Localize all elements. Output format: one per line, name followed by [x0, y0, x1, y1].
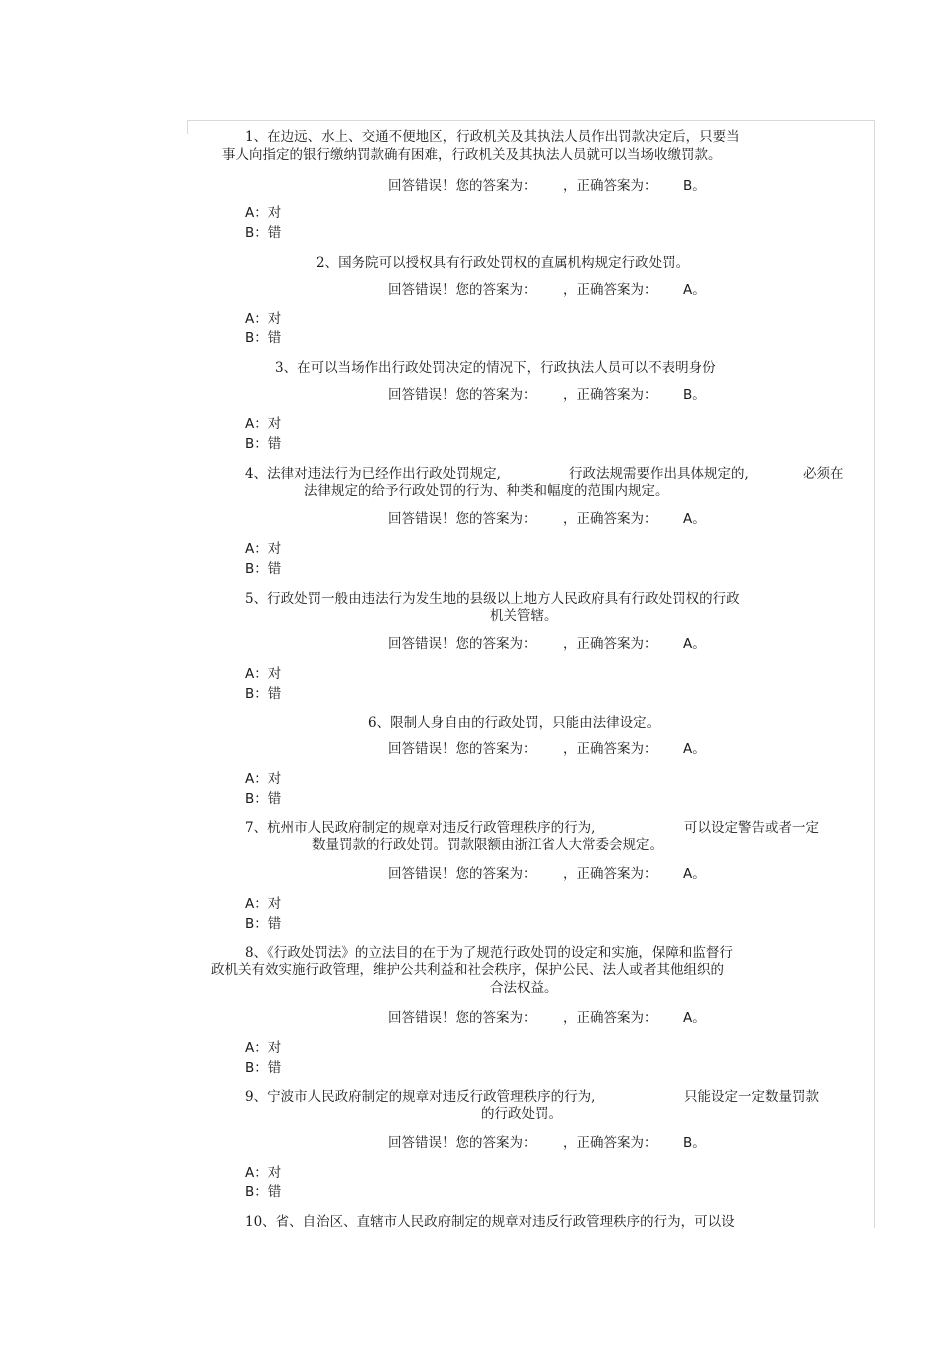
q3-text: 3、在可以当场作出行政处罚决定的情况下，行政执法人员可以不表明身份 — [275, 360, 716, 376]
q5-feedback-correct: ，正确答案为： — [563, 636, 658, 652]
q4-option-a[interactable]: A：对 — [245, 541, 282, 557]
q3-feedback-wrong: 回答错误！您的答案为： — [388, 387, 537, 403]
q2-text: 2、国务院可以授权具有行政处罚权的直属机构规定行政处罚。 — [316, 255, 690, 271]
q6-text: 6、限制人身自由的行政处罚，只能由法律设定。 — [368, 715, 661, 731]
page-frame-top — [187, 120, 875, 121]
q3-feedback-correct: ，正确答案为： — [563, 387, 658, 403]
q7-correct-answer: A。 — [683, 866, 706, 882]
q7-option-b[interactable]: B：错 — [245, 916, 282, 932]
q7-text: 7、杭州市人民政府制定的规章对违反行政管理秩序的行为, — [245, 820, 596, 836]
q5-option-b[interactable]: B：错 — [245, 686, 282, 702]
q4-text: 必须在 — [803, 466, 844, 482]
q5-feedback-wrong: 回答错误！您的答案为： — [388, 636, 537, 652]
q3-option-a[interactable]: A：对 — [245, 416, 282, 432]
q8-text: 政机关有效实施行政管理，维护公共利益和社会秩序，保护公民、法人或者其他组织的 — [211, 962, 724, 978]
q8-text: 合法权益。 — [490, 980, 558, 996]
q7-feedback-wrong: 回答错误！您的答案为： — [388, 866, 537, 882]
q1-feedback-correct: ，正确答案为： — [563, 178, 658, 194]
q8-option-b[interactable]: B：错 — [245, 1060, 282, 1076]
q3-option-b[interactable]: B：错 — [245, 436, 282, 452]
q5-option-a[interactable]: A：对 — [245, 666, 282, 682]
q9-text: 只能设定一定数量罚款 — [684, 1089, 819, 1105]
q5-text: 5、行政处罚一般由违法行为发生地的县级以上地方人民政府具有行政处罚权的行政 — [245, 591, 740, 607]
q9-option-b[interactable]: B：错 — [245, 1184, 282, 1200]
q1-text: 1、在边远、水上、交通不便地区，行政机关及其执法人员作出罚款决定后，只要当 — [245, 129, 740, 145]
q7-feedback-correct: ，正确答案为： — [563, 866, 658, 882]
q7-text: 数量罚款的行政处罚。罚款限额由浙江省人大常委会规定。 — [312, 837, 663, 853]
q5-text: 机关管辖。 — [490, 608, 558, 624]
q4-text: 行政法规需要作出具体规定的, — [569, 466, 749, 482]
q4-feedback-wrong: 回答错误！您的答案为： — [388, 511, 537, 527]
q6-option-a[interactable]: A：对 — [245, 771, 282, 787]
q9-text: 9、宁波市人民政府制定的规章对违反行政管理秩序的行为, — [245, 1089, 596, 1105]
q7-option-a[interactable]: A：对 — [245, 896, 282, 912]
q9-option-a[interactable]: A：对 — [245, 1165, 282, 1181]
q2-option-b[interactable]: B：错 — [245, 330, 282, 346]
q8-option-a[interactable]: A：对 — [245, 1040, 282, 1056]
q6-correct-answer: A。 — [683, 741, 706, 757]
q9-text: 的行政处罚。 — [481, 1106, 562, 1122]
q9-feedback-correct: ，正确答案为： — [563, 1135, 658, 1151]
q6-feedback-correct: ，正确答案为： — [563, 741, 658, 757]
page-frame-right — [874, 120, 875, 1228]
q4-text: 法律规定的给予行政处罚的行为、种类和幅度的范围内规定。 — [304, 483, 669, 499]
q8-correct-answer: A。 — [683, 1010, 706, 1026]
q3-correct-answer: B。 — [683, 387, 706, 403]
q6-option-b[interactable]: B：错 — [245, 791, 282, 807]
q4-correct-answer: A。 — [683, 511, 706, 527]
q4-option-b[interactable]: B：错 — [245, 561, 282, 577]
q1-option-a[interactable]: A：对 — [245, 205, 282, 221]
q5-correct-answer: A。 — [683, 636, 706, 652]
q2-correct-answer: A。 — [683, 282, 706, 298]
q2-feedback-wrong: 回答错误！您的答案为： — [388, 282, 537, 298]
q2-feedback-correct: ，正确答案为： — [563, 282, 658, 298]
q1-correct-answer: B。 — [683, 178, 706, 194]
q1-option-b[interactable]: B：错 — [245, 225, 282, 241]
q10-text: 10、省、自治区、直辖市人民政府制定的规章对违反行政管理秩序的行为，可以设 — [245, 1214, 735, 1230]
q8-text: 8、《行政处罚法》的立法目的在于为了规范行政处罚的设定和实施，保障和监督行 — [245, 945, 733, 961]
q6-feedback-wrong: 回答错误！您的答案为： — [388, 741, 537, 757]
q4-feedback-correct: ，正确答案为： — [563, 511, 658, 527]
page-frame-left — [187, 120, 188, 134]
q4-text: 4、法律对违法行为已经作出行政处罚规定, — [245, 466, 501, 482]
q9-feedback-wrong: 回答错误！您的答案为： — [388, 1135, 537, 1151]
q2-option-a[interactable]: A：对 — [245, 311, 282, 327]
q9-correct-answer: B。 — [683, 1135, 706, 1151]
q8-feedback-wrong: 回答错误！您的答案为： — [388, 1010, 537, 1026]
q1-feedback-wrong: 回答错误！您的答案为： — [388, 178, 537, 194]
q7-text: 可以设定警告或者一定 — [684, 820, 819, 836]
q1-text: 事人向指定的银行缴纳罚款确有困难，行政机关及其执法人员就可以当场收缴罚款。 — [222, 147, 722, 163]
q8-feedback-correct: ，正确答案为： — [563, 1010, 658, 1026]
